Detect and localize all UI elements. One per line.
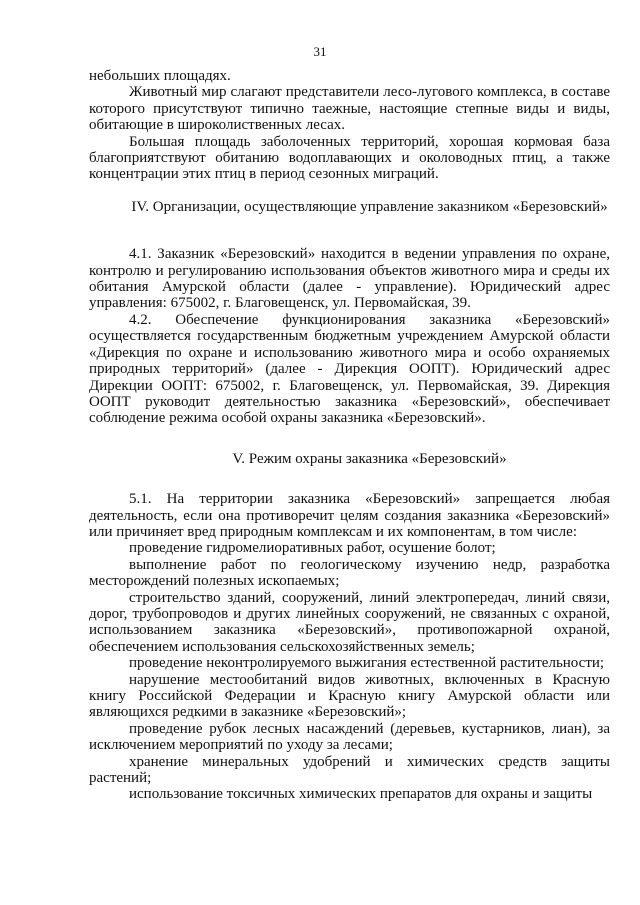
list-item: использование токсичных химических препаратов для охраны и защиты	[129, 786, 593, 803]
section-4-heading: IV. Организации, осуществляющие управление заказником «Березовский»	[131, 198, 608, 215]
paragraph-4-2: 4.2. Обеспечение функционирования заказника «Березовский» осуществляется государственным бюджетным учреждением Амурской области «Дирекция по охране и использованию животного мира и особо охраняемых природных территорий» (далее - Дирекция ООПТ). Юридический адрес Дирекции ООПТ: 675002, г. Благовещенск, ул. Первомайская, 39. Дирекция ООПТ руководит деятельностью заказника «Березовский», обеспечивает соблюдение режима особой охраны заказника «Березовский».	[89, 311, 610, 427]
document-body	[89, 68, 610, 803]
paragraph-4-1: 4.1. Заказник «Березовский» находится в ведении управления по охране, контролю и регулированию использования объектов животного мира и среды их обитания Амурской области (далее - управление). Юридический адрес управления: 675002, г. Благовещенск, ул. Первомайская, 39.	[89, 246, 610, 312]
list-item: проведение неконтролируемого выжигания естественной растительности;	[129, 655, 605, 672]
paragraph-continuation: небольших площадях.	[89, 68, 231, 84]
page-number: 31	[313, 44, 327, 59]
list-item: выполнение работ по геологическому изучению недр, разработка месторождений полезных ископаемых;	[89, 556, 610, 590]
paragraph-fauna: Животный мир слагают представители лесо-лугового комплекса, в составе которого присутствуют типично таежные, настоящие степные виды и виды, обитающие в широколиственных лесах.	[89, 84, 610, 134]
paragraph-wetlands: Большая площадь заболоченных территорий, хорошая кормовая база благоприятствуют обитанию водоплавающих и околоводных птиц, а также концентрации этих птиц в период сезонных миграций.	[89, 133, 610, 183]
paragraph-5-1: 5.1. На территории заказника «Березовский» запрещается любая деятельность, если она противоречит целям создания заказника «Березовский» или причиняет вред природным комплексам и их компонентам, в том числе:	[89, 491, 610, 540]
section-5-heading: V. Режим охраны заказника «Березовский»	[232, 450, 507, 467]
list-item: проведение гидромелиоративных работ, осушение болот;	[129, 540, 496, 557]
list-item: строительство зданий, сооружений, линий электропередач, линий связи, дорог, трубопроводов и других линейных сооружений, не связанных с охраной, использованием заказника «Березовский», противопожарной охраной, обеспечением использования сельскохозяйственных земель;	[89, 589, 610, 655]
list-item: проведение рубок лесных насаждений (деревьев, кустарников, лиан), за исключением мероприятий по уходу за лесами;	[89, 720, 610, 754]
list-item: нарушение местообитаний видов животных, включенных в Красную книгу Российской Федерации и Красную книгу Амурской области или являющихся редкими в заказнике «Березовский»;	[89, 671, 610, 721]
list-item: хранение минеральных удобрений и химических средств защиты растений;	[89, 753, 610, 787]
